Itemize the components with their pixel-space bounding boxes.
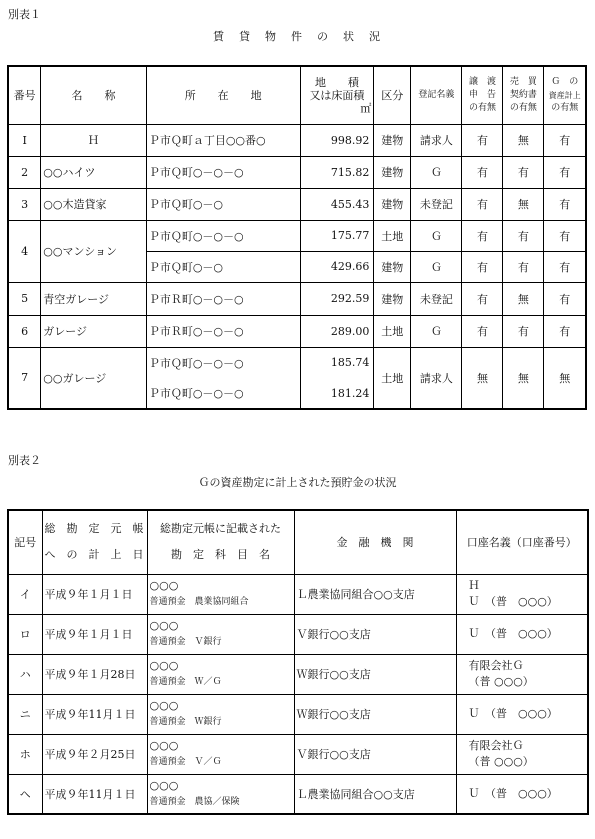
table-row: 6 ガレージ Ｐ市Ｒ町○－○－○ 289.00 土地 Ｇ 有 有 有 (8, 315, 586, 347)
row-mark: ホ (8, 734, 42, 774)
table2-label: 別表２ (8, 454, 41, 467)
row-bank: Ｖ銀行○○支店 (294, 614, 456, 654)
table-row: 5 青空ガレージ Ｐ市Ｒ町○－○－○ 292.59 建物 未登記 有 無 有 (8, 282, 586, 315)
header-registrant: 登記名義 (411, 66, 462, 124)
table2-title: Ｇの資産勘定に計上された預貯金の状況 (198, 476, 397, 489)
row-date: 平成９年２月25日 (42, 734, 147, 774)
row-mark: ロ (8, 614, 42, 654)
header-no: 番号 (8, 66, 41, 124)
row-account: ○○○ 普通預金 Ｗ／Ｇ (147, 654, 294, 694)
table-row: Ⅰ Ｈ Ｐ市Ｑ町ａ丁目○○番○ 998.92 建物 請求人 有 無 有 (8, 124, 586, 156)
row-date: 平成９年１月１日 (42, 614, 147, 654)
table1-label: 別表１ (8, 8, 41, 21)
table-row: Ｐ市Ｑ町○－○－○ 181.24 (8, 378, 586, 409)
row-holder: 有限会社Ｇ （普 ○○○） (456, 734, 588, 774)
row-bank: Ｌ農業協同組合○○支店 (294, 774, 456, 814)
row-bank: Ｗ銀行○○支店 (294, 694, 456, 734)
row-date: 平成９年11月１日 (42, 774, 147, 814)
table-row: 3 ○○木造貸家 Ｐ市Ｑ町○－○ 455.43 建物 未登記 有 無 有 (8, 188, 586, 220)
table-header-row (8, 66, 586, 124)
table-row (8, 734, 588, 774)
table-row (8, 654, 588, 694)
header-transfer: 譲 渡 申 告 の有無 (462, 66, 503, 124)
row-holder: 有限会社Ｇ （普 ○○○） (456, 654, 588, 694)
row-bank: Ｖ銀行○○支店 (294, 734, 456, 774)
row-bank: Ｗ銀行○○支店 (294, 654, 456, 694)
row-account: ○○○ 普通預金 Ｖ銀行 (147, 614, 294, 654)
row-bank: Ｌ農業協同組合○○支店 (294, 574, 456, 614)
header-asset: Ｇ の 資産計上 の有無 (544, 66, 586, 124)
header-area: 地 積 又は床面積 ㎡ (300, 66, 374, 124)
header-type: 区分 (374, 66, 411, 124)
row-mark: ハ (8, 654, 42, 694)
header-bank: 金 融 機 関 (294, 510, 456, 574)
table-row: 2 ○○ハイツ Ｐ市Ｑ町○－○－○ 715.82 建物 Ｇ 有 有 有 (8, 156, 586, 188)
rental-properties-table (7, 65, 587, 410)
row-holder: Ｕ （普 ○○○） (456, 774, 588, 814)
header-date: 総 勘 定 元 帳 へ の 計 上 日 (42, 510, 147, 574)
row-holder: Ｕ （普 ○○○） (456, 614, 588, 654)
row-account: ○○○ 普通預金 農業協同組合 (147, 574, 294, 614)
header-location: 所 在 地 (146, 66, 300, 124)
row-mark: ヘ (8, 774, 42, 814)
header-mark: 記号 (8, 510, 42, 574)
table-row (8, 614, 588, 654)
row-account: ○○○ 普通預金 Ｗ銀行 (147, 694, 294, 734)
row-account: ○○○ 普通預金 Ｖ／Ｇ (147, 734, 294, 774)
deposits-table (7, 509, 589, 815)
table-row (8, 774, 588, 814)
row-date: 平成９年11月１日 (42, 694, 147, 734)
row-account: ○○○ 普通預金 農協／保険 (147, 774, 294, 814)
table-row: 7 ○○ガレージ Ｐ市Ｑ町○－○－○ 185.74 土地 請求人 無 無 無 (8, 347, 586, 378)
header-contract: 売 買 契約書 の有無 (503, 66, 544, 124)
table-row (8, 574, 588, 614)
row-mark: イ (8, 574, 42, 614)
header-account: 総勘定元帳に記載された 勘 定 科 目 名 (147, 510, 294, 574)
row-mark: ニ (8, 694, 42, 734)
header-name: 名 称 (41, 66, 147, 124)
table1-title: 賃 貸 物 件 の 状 況 (213, 30, 382, 43)
table-header-row (8, 510, 588, 574)
row-date: 平成９年１月28日 (42, 654, 147, 694)
row-date: 平成９年１月１日 (42, 574, 147, 614)
row-holder: Ｈ Ｕ （普 ○○○） (456, 574, 588, 614)
table-row: 4 ○○マンション Ｐ市Ｑ町○－○－○ 175.77 土地 Ｇ 有 有 有 (8, 220, 586, 251)
table-row: Ｐ市Ｑ町○－○ 429.66 建物 Ｇ 有 有 有 (8, 251, 586, 282)
header-holder: 口座名義（口座番号） (456, 510, 588, 574)
row-holder: Ｕ （普 ○○○） (456, 694, 588, 734)
table-row (8, 694, 588, 734)
